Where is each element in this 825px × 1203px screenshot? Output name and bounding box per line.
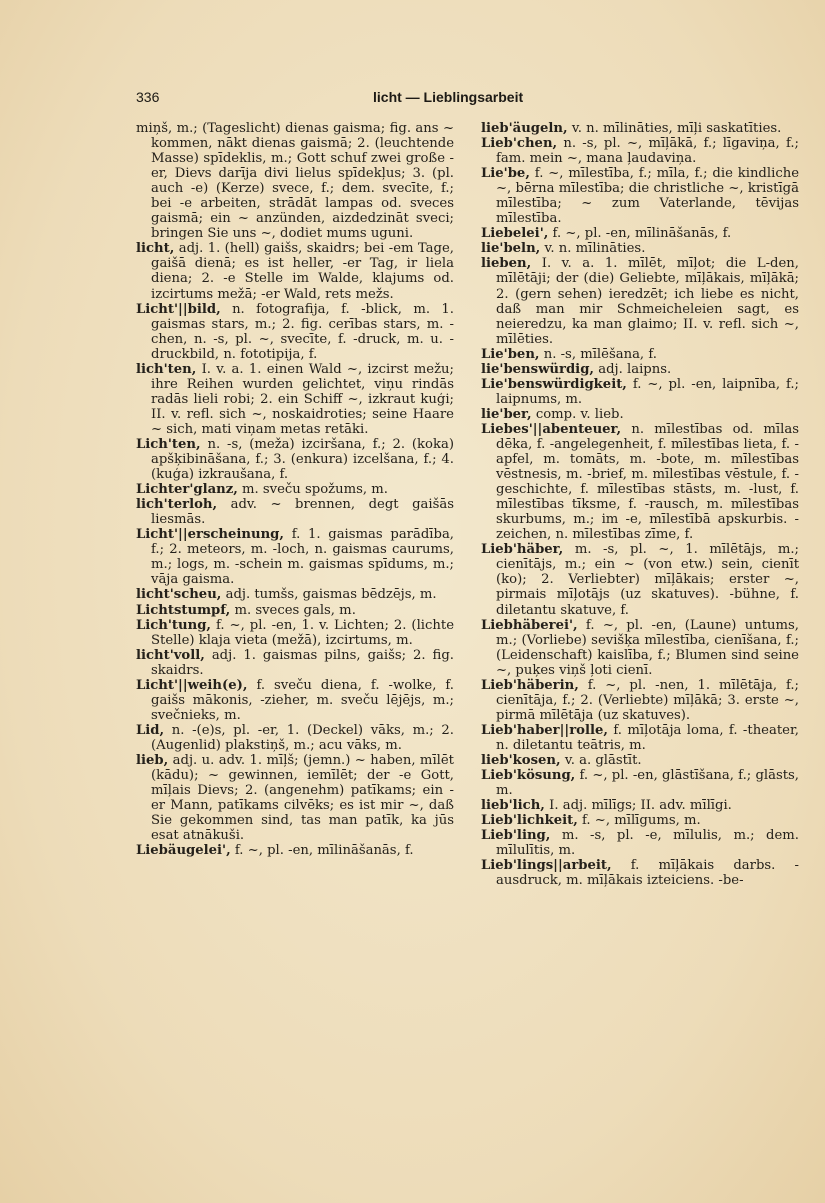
entry-headword: licht'scheu, <box>136 587 222 603</box>
entry-definition: f. mīļotāja loma, f. -theater, n. diletantu teātris, m. <box>496 722 799 753</box>
entry-headword: lieb'lich, <box>481 798 545 814</box>
dictionary-entry <box>136 121 454 241</box>
dictionary-entry <box>136 482 454 497</box>
dictionary-entry <box>481 813 799 828</box>
entry-headword: Lieb'kösung, <box>481 768 576 784</box>
entry-headword: Liebelei', <box>481 226 549 242</box>
entry-headword: Lie'ben, <box>481 346 540 362</box>
entry-definition: f. ~, pl. -en, 1. v. Lichten; 2. (lichte Stelle) klaja vieta (mežā), izcirtums, m. <box>151 617 454 648</box>
dictionary-entry <box>136 437 454 482</box>
entry-headword: lieb'äugeln, <box>481 121 568 136</box>
dictionary-entry <box>481 241 799 256</box>
dictionary-entry <box>136 678 454 723</box>
dictionary-entry <box>481 858 799 888</box>
dictionary-entry <box>136 843 454 858</box>
dictionary-entry <box>481 723 799 753</box>
left-column <box>136 121 454 858</box>
entry-definition: f. mīļākais darbs. -ausdruck, m. mīļākais izteiciens. -be- <box>496 858 799 889</box>
entry-definition: n. -s, pl. ~, mīļākā, f.; līgaviņa, f.; fam. mein ~, mana ļaudaviņa. <box>496 136 799 167</box>
dictionary-entry <box>136 302 454 362</box>
entry-headword: Lie'benswürdigkeit, <box>481 376 627 392</box>
dictionary-entry <box>481 377 799 407</box>
entry-definition: f. ~, pl. -en, laipnība, f.; laipnums, m. <box>496 376 800 407</box>
dictionary-entry <box>136 241 454 301</box>
entry-headword: Lieb'häberin, <box>481 677 579 693</box>
entry-headword: Lichtstumpf, <box>136 602 231 618</box>
entry-definition: f. ~, pl. -en, mīlināšanās, f. <box>552 226 732 242</box>
entry-definition: v. n. mīlināties, mīļi saskatīties. <box>571 121 782 136</box>
entry-definition: f. sveču diena, f. -wolke, f. gaišs mākonis, -zieher, m. sveču lējējs, m.; svečnieks, m. <box>151 677 454 723</box>
dictionary-entry <box>481 828 799 858</box>
entry-definition: m. -s, pl. -e, mīlulis, m.; dem. mīlulītis, m. <box>496 828 799 859</box>
entry-definition: f. ~, pl. -en, glāstīšana, f.; glāsts, m. <box>496 768 799 799</box>
entry-definition: n. mīlestības od. mīlas dēka, f. -angelegenheit, f. mīlestības lieta, f. -apfel, m. tomāts, m. -bote, m. mīlestības vēstnesis, m. -brief, m. mīlestības vēstule, f. -geschichte, f. mīlestības stāsts, m. -lust, f. mīlestības tīksme, f. -rausch, m. mīlestības skurbums, m.; im -e, mīlestībā apskurbis. -zeichen, n. mīlestības zīme, f. <box>496 421 799 543</box>
dictionary-entry <box>481 768 799 798</box>
entry-definition: v. a. glāstīt. <box>564 752 642 768</box>
entry-headword: lich'terloh, <box>136 497 218 513</box>
entry-headword: Licht'||weih(e), <box>136 677 248 693</box>
entry-definition: f. ~, mīlīgums, m. <box>582 813 701 829</box>
entry-headword: Licht'||erscheinung, <box>136 527 284 543</box>
dictionary-entry <box>136 587 454 602</box>
dictionary-entry <box>136 497 454 527</box>
page-number: 336 <box>136 89 160 105</box>
entry-headword: lich'ten, <box>136 361 197 377</box>
entry-headword: Licht'||bild, <box>136 301 221 317</box>
entry-definition: m. sveču spožums, m. <box>242 482 388 498</box>
entry-headword: Liebhäberei', <box>481 617 578 633</box>
dictionary-entry <box>136 648 454 678</box>
entry-headword: lieb'kosen, <box>481 752 561 768</box>
entry-headword: Lichter'glanz, <box>136 482 238 498</box>
dictionary-entry <box>481 362 799 377</box>
entry-definition: I. adj. mīlīgs; II. adv. mīlīgi. <box>549 798 732 814</box>
page-header <box>136 89 696 111</box>
entry-headword: lie'beln, <box>481 241 541 257</box>
entry-headword: lie'benswürdig, <box>481 361 595 377</box>
entry-definition: comp. v. lieb. <box>535 406 624 422</box>
entry-definition: I. v. a. 1. einen Wald ~, izcirst mežu; ihre Reihen wurden gelichtet, viņu rindās radās lieli robi; 2. ein Schiff ~, izkraut kuģi; II. v. refl. sich ~, noskaidroties; seine Haare ~ sich, mati viņam metas retāki. <box>151 361 454 437</box>
entry-headword: lie'ber, <box>481 406 532 422</box>
dictionary-entry <box>481 407 799 422</box>
running-head: licht — Lieblingsarbeit <box>373 89 524 105</box>
entry-headword: licht'voll, <box>136 647 205 663</box>
entry-definition: n. -s, (meža) izciršana, f.; 2. (koka) apšķibināšana, f.; 3. (enkura) izcelšana, f.; 4. (kuģa) izkraušana, f. <box>151 436 454 483</box>
dictionary-entry <box>136 723 454 753</box>
dictionary-entry <box>481 121 799 136</box>
entry-headword: licht, <box>136 241 175 257</box>
dictionary-entry <box>481 136 799 166</box>
right-column <box>481 121 799 888</box>
entry-definition: n. -s, mīlēšana, f. <box>543 346 657 362</box>
entry-definition: adj. 1. (hell) gaišs, skaidrs; bei -em Tage, gaišā dienā; es ist heller, -er Tag, ir liela diena; 2. -e Stelle im Walde, klajums od. izcirtums mežā; -er Wald, rets mežs. <box>151 241 454 302</box>
entry-headword: Lieb'häber, <box>481 542 564 558</box>
entry-definition: v. n. mīlināties. <box>544 241 646 257</box>
entry-headword: Lieb'ling, <box>481 828 551 844</box>
entry-definition: adj. 1. gaismas pilns, gaišs; 2. fig. skaidrs. <box>151 647 454 678</box>
entry-definition: adj. u. adv. 1. mīļš; (jemn.) ~ haben, mīlēt (kādu); ~ gewinnen, iemīlēt; der -e Gott, mīļais Dievs; 2. (angenehm) patīkams; ein -er Mann, patīkams cilvēks; es ist mir ~, daß Sie gekommen sind, tas man patīk, ka jūs esat atnākuši. <box>151 752 454 844</box>
entry-headword: Lie'be, <box>481 166 530 182</box>
entry-headword: Liebäugelei', <box>136 843 231 859</box>
entry-headword: Lieb'lichkeit, <box>481 813 578 829</box>
dictionary-entry <box>481 678 799 723</box>
dictionary-entry <box>481 256 799 346</box>
dictionary-entry <box>481 618 799 678</box>
entry-headword: Liebes'||abenteuer, <box>481 421 622 437</box>
entry-headword: Lid, <box>136 722 165 738</box>
entry-definition: f. ~, pl. -en, (Laune) untums, m.; (Vorliebe) sevišķa mīlestība, cienīšana, f.; (Leidenschaft) kaislība, f.; Blumen sind seine ~, puķes viņš ļoti cienī. <box>496 617 799 678</box>
dictionary-entry <box>136 753 454 843</box>
entry-definition: adj. laipns. <box>598 361 672 377</box>
dictionary-entry <box>481 347 799 362</box>
dictionary-entry <box>481 798 799 813</box>
dictionary-entry <box>136 362 454 437</box>
entry-definition: I. v. a. 1. mīlēt, mīļot; die L-den, mīlētāji; der (die) Geliebte, mīļākais, mīļākā; 2. (gern sehen) ieredzēt; ich liebe es nicht, daß man mir Schmeicheleien sagt, es neieredzu, ka man glaimo; II. v. refl. sich ~, mīlēties. <box>496 256 799 347</box>
entry-definition: m. -s, pl. ~, 1. mīlētājs, m.; cienītājs, m.; ein ~ (von etw.) sein, cienīt (ko); 2. Verliebter) mīļākais; erster ~, pirmais mīļotājs (uz skatuves). -bühne, f. diletantu skatuve, f. <box>496 542 799 618</box>
dictionary-entry <box>481 226 799 241</box>
entry-headword: Lieb'chen, <box>481 136 558 152</box>
entry-definition: adj. tumšs, gaismas bēdzējs, m. <box>225 587 437 603</box>
dictionary-entry <box>481 542 799 617</box>
entry-headword: lieb, <box>136 752 169 768</box>
entry-definition: miņš, m.; (Tageslicht) dienas gaisma; fig. ans ~ kommen, nākt dienas gaismā; 2. (leuchtende Masse) spīdeklis, m.; Gott schuf zwei große -er, Dievs darīja divi lielus spīdekļus; 3. (pl. auch -e) (Kerze) svece, f.; dem. svecīte, f.; bei -e arbeiten, strādāt lampas od. sveces gaismā; ein ~ anzünden, aizdedzināt sveci; bringen Sie uns ~, dodiet mums uguni. <box>136 121 454 242</box>
dictionary-entry <box>136 527 454 587</box>
entry-headword: Lich'tung, <box>136 617 212 633</box>
dictionary-entry <box>481 166 799 226</box>
dictionary-entry <box>136 603 454 618</box>
entry-definition: n. -(e)s, pl. -er, 1. (Deckel) vāks, m.; 2. (Augenlid) plakstiņš, m.; acu vāks, m. <box>151 722 454 753</box>
entry-definition: m. sveces gals, m. <box>234 602 356 618</box>
dictionary-entry <box>481 753 799 768</box>
entry-definition: f. 1. gaismas parādība, f.; 2. meteors, m. -loch, n. gaismas caurums, m.; logs, m. -schein m. gaismas spīdums, m.; vāja gaisma. <box>151 527 454 588</box>
entry-headword: Lieb'haber||rolle, <box>481 722 608 738</box>
entry-definition: n. fotografija, f. -blick, m. 1. gaismas stars, m.; 2. fig. cerības stars, m. -chen, n. -s, pl. ~, svecīte, f. -druck, m. u. -druckbild, n. fototipija, f. <box>151 301 454 362</box>
entry-headword: lieben, <box>481 256 532 272</box>
dictionary-entry <box>481 422 799 542</box>
entry-definition: adv. ~ brennen, degt gaišās liesmās. <box>151 497 454 528</box>
entry-definition: f. ~, pl. -nen, 1. mīlētāja, f.; cienītāja, f.; 2. (Verliebte) mīļākā; 3. erste ~, pirmā mīlētāja (uz skatuves). <box>496 677 799 723</box>
entry-definition: f. ~, pl. -en, mīlināšanās, f. <box>234 843 414 859</box>
entry-headword: Lieb'lings||arbeit, <box>481 858 612 874</box>
dictionary-entry <box>136 618 454 648</box>
entry-headword: Lich'ten, <box>136 436 201 452</box>
entry-definition: f. ~, mīlestība, f.; mīla, f.; die kindliche ~, bērna mīlestība; die christliche ~, kristīgā mīlestība; ~ zum Vaterlande, tēvijas mīlestība. <box>496 166 799 227</box>
